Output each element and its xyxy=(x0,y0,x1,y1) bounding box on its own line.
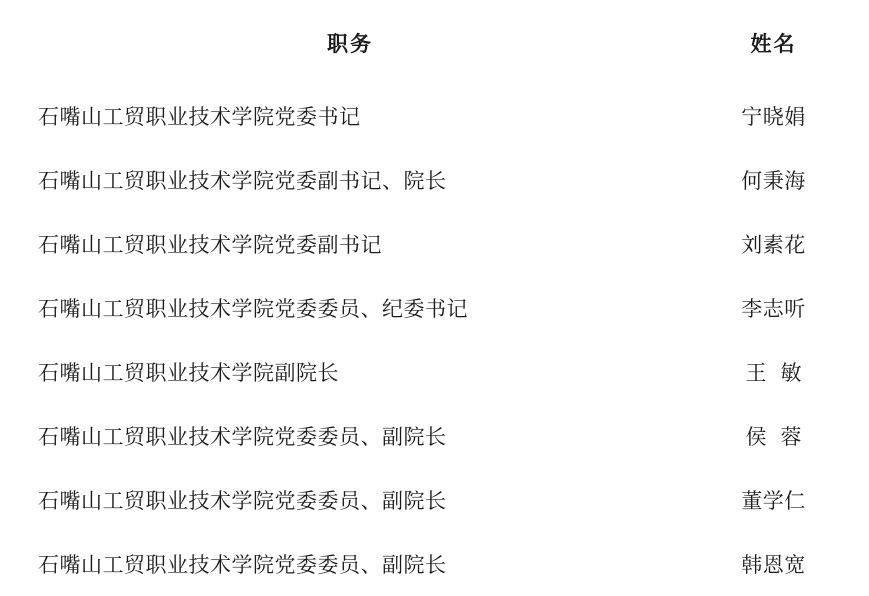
table-row xyxy=(0,148,869,212)
cell-position: 石嘴山工贸职业技术学院党委委员、副院长 xyxy=(38,489,447,513)
cell-name: 宁晓娟 xyxy=(741,105,806,129)
column-header-position: 职务 xyxy=(327,32,373,56)
table-row xyxy=(0,532,869,596)
cell-name: 刘素花 xyxy=(741,233,806,257)
cell-position: 石嘴山工贸职业技术学院党委副书记、院长 xyxy=(38,169,447,193)
cell-position: 石嘴山工贸职业技术学院副院长 xyxy=(38,361,339,385)
table-body xyxy=(0,84,869,596)
cell-position: 石嘴山工贸职业技术学院党委书记 xyxy=(38,105,361,129)
table-row xyxy=(0,468,869,532)
column-header-name: 姓名 xyxy=(750,32,797,56)
cell-name: 李志听 xyxy=(741,297,806,321)
cell-position: 石嘴山工贸职业技术学院党委委员、纪委书记 xyxy=(38,297,468,321)
cell-name: 侯蓉 xyxy=(745,425,816,449)
cell-name: 何秉海 xyxy=(741,169,806,193)
table-row xyxy=(0,276,869,340)
table-row xyxy=(0,340,869,404)
cell-name: 王敏 xyxy=(745,361,816,385)
cell-name: 韩恩宽 xyxy=(741,553,806,577)
table-row xyxy=(0,212,869,276)
table-header xyxy=(0,0,869,84)
cell-position: 石嘴山工贸职业技术学院党委副书记 xyxy=(38,233,382,257)
table-row xyxy=(0,84,869,148)
cell-position: 石嘴山工贸职业技术学院党委委员、副院长 xyxy=(38,553,447,577)
table-row xyxy=(0,404,869,468)
cell-position: 石嘴山工贸职业技术学院党委委员、副院长 xyxy=(38,425,447,449)
cell-name: 董学仁 xyxy=(741,489,806,513)
table-header-row xyxy=(0,0,869,84)
